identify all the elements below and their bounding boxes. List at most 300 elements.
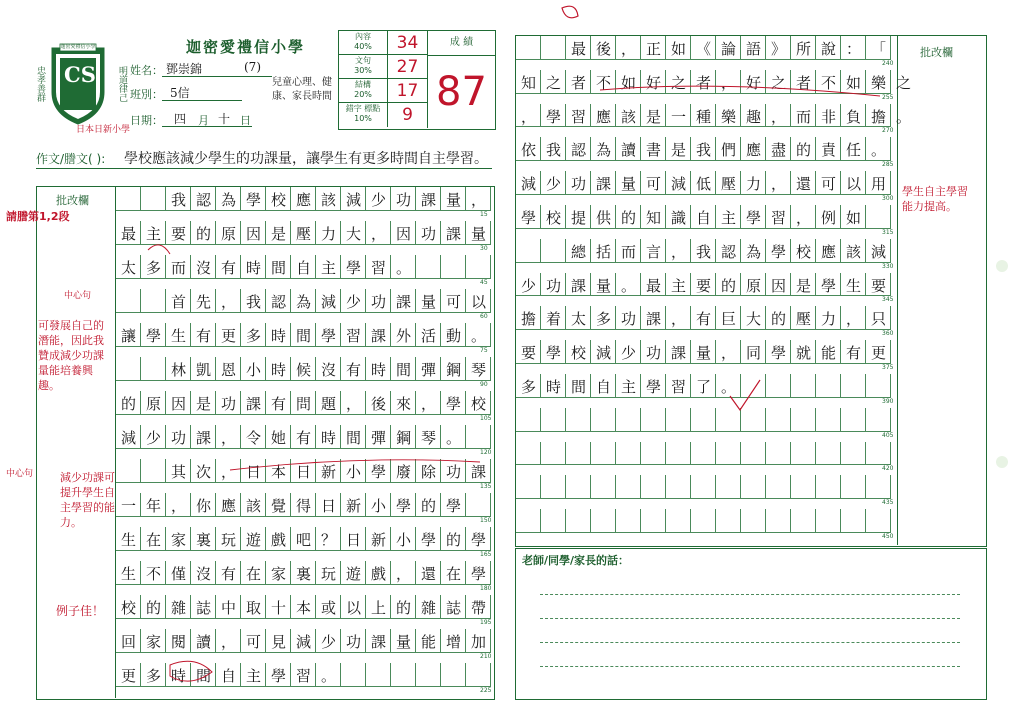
grid-character: ， <box>670 242 686 261</box>
grid-character: 課 <box>395 293 411 311</box>
motto-right: 明道律己 <box>117 66 127 102</box>
grid-character: 時 <box>270 361 286 379</box>
row-number: 390 <box>882 397 894 405</box>
grid-character: 的 <box>795 141 811 160</box>
row-number: 210 <box>480 653 492 660</box>
grid-character: 趣 <box>745 107 761 126</box>
grid-character: 減 <box>670 175 686 194</box>
grid-character: 依 <box>520 141 536 160</box>
grid-character: 學 <box>645 378 661 396</box>
row-number: 360 <box>882 330 894 338</box>
grid-character: 學 <box>445 497 461 515</box>
score-label: 結構 <box>355 80 371 89</box>
grid-character: 在 <box>245 565 261 583</box>
grid-character: 量 <box>395 633 411 651</box>
grid-character: 習 <box>295 667 311 685</box>
essay-title: 學校應該減少學生的功課量，讓學生有更多時間自主學習。 <box>124 151 488 167</box>
grid-character: 主 <box>245 667 261 685</box>
row-number: 150 <box>480 517 492 524</box>
grid-character: 課 <box>645 310 661 329</box>
grid-character: 功 <box>345 633 361 651</box>
grid-character: 雜 <box>420 599 436 617</box>
grid-character: 的 <box>120 395 136 413</box>
grid-character: 因 <box>395 225 411 243</box>
grid-character: 戲 <box>270 531 286 549</box>
grid-character: 得 <box>295 497 311 515</box>
score-sentence: 27 <box>387 55 427 79</box>
grid-character: 學 <box>270 667 286 685</box>
grid-character: 校 <box>470 395 486 413</box>
grid-character: 主 <box>670 276 686 295</box>
grid-character: 有 <box>270 395 286 413</box>
grid-character: 為 <box>295 293 311 311</box>
grid-character: 知 <box>645 209 661 227</box>
grid-character: 功 <box>370 293 386 311</box>
grid-character: 家 <box>270 565 286 583</box>
grid-character: 家 <box>145 633 161 651</box>
grid-character: 用 <box>870 175 886 194</box>
row-number: 75 <box>480 347 488 354</box>
score-label: 錯字 標點 <box>345 104 381 113</box>
grid-character: ， <box>395 565 411 583</box>
grid-character: 壓 <box>720 175 736 194</box>
grid-character: 功 <box>545 276 561 295</box>
grid-character: 應 <box>595 107 611 126</box>
grid-character: ， <box>420 395 436 413</box>
grid-character: 有 <box>345 361 361 379</box>
grid-character: 生 <box>120 565 136 583</box>
grid-character: 量 <box>620 175 636 194</box>
grid-character: 者 <box>795 73 811 92</box>
grid-character: 有 <box>220 565 236 583</box>
grid-character: 習 <box>670 378 686 396</box>
grid-character: 覺 <box>270 497 286 515</box>
grid-character: 校 <box>570 344 586 363</box>
grid-character: 恩 <box>220 361 236 379</box>
left-margin-header: 批改欄 <box>56 194 89 207</box>
grid-character: 功 <box>570 175 586 194</box>
grid-character: 其 <box>170 463 186 481</box>
title-prefix: 作文/謄文( ): <box>36 152 106 166</box>
grid-character: 先 <box>195 293 211 311</box>
grid-character: 。 <box>395 259 411 277</box>
grid-character: 之 <box>895 73 911 92</box>
grid-character: 課 <box>570 276 586 295</box>
margin-note: 中心句 <box>64 291 92 301</box>
name-number: (7) <box>244 60 261 74</box>
grid-character: 後 <box>370 395 386 413</box>
grid-character: 校 <box>545 209 561 227</box>
total-label: 成 績 <box>427 31 495 56</box>
grid-character: 。 <box>720 378 736 396</box>
grid-character: 吧 <box>295 531 311 549</box>
grid-character: 時 <box>370 361 386 379</box>
grid-character: 課 <box>370 327 386 345</box>
date-month: 四 <box>174 112 187 126</box>
grid-character: 更 <box>220 327 236 345</box>
score-weight: 40% <box>354 42 372 51</box>
grid-character: 之 <box>770 73 786 92</box>
row-number: 435 <box>882 499 894 507</box>
grid-character: 彈 <box>370 429 386 447</box>
grid-character: 太 <box>570 310 586 329</box>
grid-character: ， <box>170 497 186 515</box>
grid-character: 十 <box>270 599 286 617</box>
row-number: 240 <box>882 59 894 67</box>
grid-character: ， <box>370 225 386 243</box>
grid-character: 在 <box>445 565 461 583</box>
score-weight: 20% <box>354 90 372 99</box>
grid-character: 壓 <box>295 225 311 243</box>
grid-character: 認 <box>570 141 586 160</box>
grid-character: 減 <box>295 633 311 651</box>
grid-character: 功 <box>445 463 461 481</box>
grid-character: 一 <box>670 107 686 126</box>
grid-character: 校 <box>120 599 136 617</box>
grid-character: 的 <box>145 599 161 617</box>
row-number: 285 <box>882 161 894 169</box>
grid-character: 有 <box>295 429 311 447</box>
grid-character: 該 <box>620 107 636 126</box>
grid-character: 課 <box>670 344 686 363</box>
side-note: 日本日新小學 <box>76 125 131 135</box>
grid-character: 最 <box>570 40 586 58</box>
margin-note: 中心句 <box>6 469 34 479</box>
grid-character: 只 <box>870 310 886 329</box>
row-number: 15 <box>480 211 488 218</box>
grid-character: 言 <box>645 242 661 261</box>
grid-character: 因 <box>770 276 786 295</box>
grid-character: 遊 <box>245 531 261 549</box>
grid-character: 可 <box>645 175 661 194</box>
grid-character: 課 <box>420 191 436 209</box>
grid-character: 》 <box>770 40 786 58</box>
grid-character: 好 <box>645 73 661 92</box>
row-number: 255 <box>882 93 894 101</box>
grid-character: 學 <box>820 276 836 295</box>
grid-character: 認 <box>270 293 286 311</box>
grid-character: 日 <box>345 531 361 549</box>
date-label: 日期： <box>130 114 163 127</box>
grid-character: 原 <box>745 276 761 295</box>
grid-character: 如 <box>620 73 636 92</box>
grid-character: 生 <box>120 531 136 549</box>
logo-banner: 迦密愛禮信小學 <box>60 44 96 50</box>
grid-character: 間 <box>345 429 361 447</box>
grid-character: 為 <box>745 242 761 261</box>
grid-character: 生 <box>170 327 186 345</box>
grid-character: ， <box>470 191 486 209</box>
grid-character: 學 <box>745 209 761 227</box>
grid-character: 學 <box>145 327 161 345</box>
grid-character: 減 <box>870 242 886 261</box>
grid-character: 校 <box>270 191 286 209</box>
grid-character: 是 <box>795 276 811 295</box>
grid-character: 減 <box>320 293 336 311</box>
grid-character: 擔 <box>870 107 886 126</box>
grid-character: 們 <box>720 141 736 160</box>
grid-character: 的 <box>445 531 461 549</box>
logo-letters: CS <box>64 62 96 87</box>
grid-character: 學 <box>545 344 561 363</box>
grid-character: 壓 <box>795 310 811 329</box>
grid-character: 學 <box>520 209 536 227</box>
grid-character: 如 <box>845 209 861 227</box>
grid-character: 首 <box>170 293 186 311</box>
grid-character: 的 <box>770 310 786 329</box>
grid-character: 凱 <box>195 361 211 379</box>
grid-character: 所 <box>795 40 811 58</box>
row-number: 30 <box>480 245 488 252</box>
grid-character: 樂 <box>720 107 736 126</box>
date-day: 十 <box>218 112 231 126</box>
grid-character: 可 <box>820 175 836 194</box>
grid-character: 減 <box>345 191 361 209</box>
grid-character: 少 <box>370 191 386 209</box>
grid-character: 要 <box>695 276 711 295</box>
grid-character: 量 <box>445 191 461 209</box>
grid-character: 有 <box>845 344 861 363</box>
grid-character: 小 <box>245 361 261 379</box>
grid-character: 量 <box>470 225 486 243</box>
grid-character: 自 <box>220 667 236 685</box>
grid-character: 功 <box>220 395 236 413</box>
grid-character: 或 <box>320 599 336 617</box>
grid-character: 自 <box>295 259 311 277</box>
grid-character: 應 <box>820 242 836 261</box>
grid-character: 供 <box>595 209 611 227</box>
grid-character: 太 <box>120 259 136 277</box>
grid-character: 量 <box>695 344 711 363</box>
grid-character: 要 <box>520 344 536 363</box>
grid-character: 能 <box>820 344 836 363</box>
grid-character: 主 <box>620 378 636 396</box>
grid-character: 者 <box>695 73 711 92</box>
grid-character: 是 <box>670 141 686 160</box>
grid-character: ， <box>770 175 786 194</box>
grid-character: 學 <box>445 395 461 413</box>
grid-character: 本 <box>295 599 311 617</box>
grid-character: 是 <box>195 395 211 413</box>
grid-character: 活 <box>420 327 436 345</box>
grid-character: 課 <box>195 429 211 447</box>
grid-character: 以 <box>470 293 486 311</box>
row-number: 180 <box>480 585 492 592</box>
row-number: 330 <box>882 262 894 270</box>
date-month-unit: 月 <box>198 114 209 127</box>
row-number: 420 <box>882 465 894 473</box>
grid-character: 多 <box>145 259 161 277</box>
grid-character: 該 <box>245 497 261 515</box>
grid-character: 了 <box>695 378 711 396</box>
grid-character: 知 <box>520 73 536 92</box>
grid-character: 正 <box>645 40 661 58</box>
grid-character: 多 <box>245 327 261 345</box>
grid-character: 要 <box>870 276 886 295</box>
grid-character: 廢 <box>395 463 411 481</box>
grid-character: 之 <box>545 73 561 92</box>
grid-character: 我 <box>545 141 561 160</box>
grid-character: 多 <box>520 378 536 396</box>
school-name: 迦密愛禮信小學 <box>186 38 306 56</box>
grid-character: 間 <box>270 259 286 277</box>
grid-character: 我 <box>245 293 261 311</box>
row-number: 270 <box>882 127 894 135</box>
grid-character: 是 <box>645 107 661 126</box>
row-number: 315 <box>882 228 894 236</box>
grid-character: 是 <box>270 225 286 243</box>
grid-character: 要 <box>170 225 186 243</box>
grid-character: 時 <box>320 429 336 447</box>
grid-character: 說 <box>820 40 836 58</box>
grid-character: 少 <box>320 633 336 651</box>
motto-left: 忠孝善群 <box>35 66 45 102</box>
grid-character: 間 <box>570 378 586 396</box>
grid-character: ， <box>720 73 736 92</box>
grid-character: 好 <box>745 73 761 92</box>
class-label: 班別： <box>130 88 163 101</box>
right-margin-header: 批改欄 <box>920 46 953 59</box>
grid-character: 彈 <box>420 361 436 379</box>
grid-character: 原 <box>220 225 236 243</box>
grid-character: 沒 <box>195 565 211 583</box>
grid-character: 小 <box>395 531 411 549</box>
grid-character: 少 <box>520 276 536 295</box>
name-label: 姓名： <box>130 64 163 77</box>
grid-character: 林 <box>170 361 186 379</box>
grid-character: 學 <box>345 259 361 277</box>
row-number: 195 <box>480 619 492 626</box>
grid-character: 後 <box>595 40 611 58</box>
grid-character: 之 <box>670 73 686 92</box>
grid-character: 間 <box>195 667 211 685</box>
topic-note: 兒童心理、健康、家長時間 <box>272 77 332 102</box>
grid-character: 雜 <box>170 599 186 617</box>
grid-character: 時 <box>245 259 261 277</box>
grid-character: 候 <box>295 361 311 379</box>
grid-character: 動 <box>445 327 461 345</box>
row-number: 45 <box>480 279 488 286</box>
grid-character: 還 <box>420 565 436 583</box>
grid-character: 的 <box>620 209 636 227</box>
row-number: 120 <box>480 449 492 456</box>
margin-note: 可發展自己的潛能，因此我贊成減少功課量能培養興趣。 <box>38 319 104 392</box>
grid-character: 習 <box>345 327 361 345</box>
grid-character: 更 <box>120 667 136 685</box>
row-number: 345 <box>882 296 894 304</box>
grid-character: ， <box>345 395 361 413</box>
grid-character: 習 <box>370 259 386 277</box>
grid-character: 新 <box>320 463 336 481</box>
grid-character: 誌 <box>195 599 211 617</box>
class-value: 5信 <box>170 86 190 100</box>
grid-character: 的 <box>720 276 736 295</box>
grid-character: 該 <box>320 191 336 209</box>
grid-character: 該 <box>845 242 861 261</box>
grid-character: 學 <box>770 242 786 261</box>
grid-character: 認 <box>195 191 211 209</box>
grid-character: ， <box>220 633 236 651</box>
grid-character: 裏 <box>295 565 311 583</box>
total-score: 87 <box>436 69 487 115</box>
grid-character: 取 <box>245 599 261 617</box>
grid-character: 除 <box>420 463 436 481</box>
grid-character: 可 <box>245 633 261 651</box>
grid-character: 巨 <box>720 310 736 329</box>
grid-character: 學 <box>470 531 486 549</box>
grid-character: 着 <box>545 310 561 329</box>
grid-character: 不 <box>595 73 611 92</box>
score-structure: 17 <box>387 79 427 103</box>
grid-character: 如 <box>670 40 686 58</box>
grid-character: ， <box>520 107 536 126</box>
comment-label: 老師/同學/家長的話： <box>522 554 630 567</box>
grid-character: 間 <box>395 361 411 379</box>
row-number: 90 <box>480 381 488 388</box>
grid-character: 例 <box>820 209 836 227</box>
grid-character: 日 <box>295 463 311 481</box>
grid-character: ， <box>845 310 861 329</box>
grid-character: 戲 <box>370 565 386 583</box>
grid-character: 沒 <box>195 259 211 277</box>
grid-character: 課 <box>445 225 461 243</box>
grid-character: 年 <box>145 497 161 515</box>
grid-character: 「 <box>870 40 886 58</box>
grid-character: 應 <box>220 497 236 515</box>
grid-character: ， <box>770 107 786 126</box>
grid-character: 課 <box>470 463 486 481</box>
grid-character: 主 <box>720 209 736 227</box>
grid-character: 擔 <box>520 310 536 329</box>
grid-character: ， <box>220 463 236 481</box>
grid-character: 《 <box>695 40 711 58</box>
grid-character: 自 <box>595 378 611 396</box>
row-number: 450 <box>882 532 894 540</box>
margin-note: 例子佳！ <box>56 604 105 618</box>
grid-character: 功 <box>620 310 636 329</box>
grid-character: 者 <box>570 73 586 92</box>
grid-character: 帶 <box>470 599 486 617</box>
grid-character: 學 <box>395 497 411 515</box>
grid-character: 有 <box>220 259 236 277</box>
row-number: 165 <box>480 551 492 558</box>
grid-character: 盡 <box>770 141 786 160</box>
grid-character: 日 <box>320 497 336 515</box>
grid-character: 而 <box>795 107 811 126</box>
grid-character: ， <box>620 40 636 58</box>
grid-character: 上 <box>370 599 386 617</box>
grid-character: ？ <box>320 531 336 549</box>
grid-character: 習 <box>770 209 786 227</box>
row-number: 375 <box>882 363 894 371</box>
grid-character: 學 <box>245 191 261 209</box>
grid-character: 課 <box>370 633 386 651</box>
grid-character: 小 <box>370 497 386 515</box>
grid-character: 如 <box>845 73 861 92</box>
grid-character: 應 <box>745 141 761 160</box>
grid-character: 不 <box>145 565 161 583</box>
grid-character: 學 <box>545 107 561 126</box>
grid-character: 新 <box>345 497 361 515</box>
grid-character: 認 <box>720 242 736 261</box>
grid-character: 有 <box>195 327 211 345</box>
grid-character: 問 <box>295 395 311 413</box>
grid-character: 減 <box>120 429 136 447</box>
grid-character: 減 <box>595 344 611 363</box>
grid-character: 我 <box>695 141 711 160</box>
grid-character: 玩 <box>320 565 336 583</box>
grid-character: 課 <box>595 175 611 194</box>
